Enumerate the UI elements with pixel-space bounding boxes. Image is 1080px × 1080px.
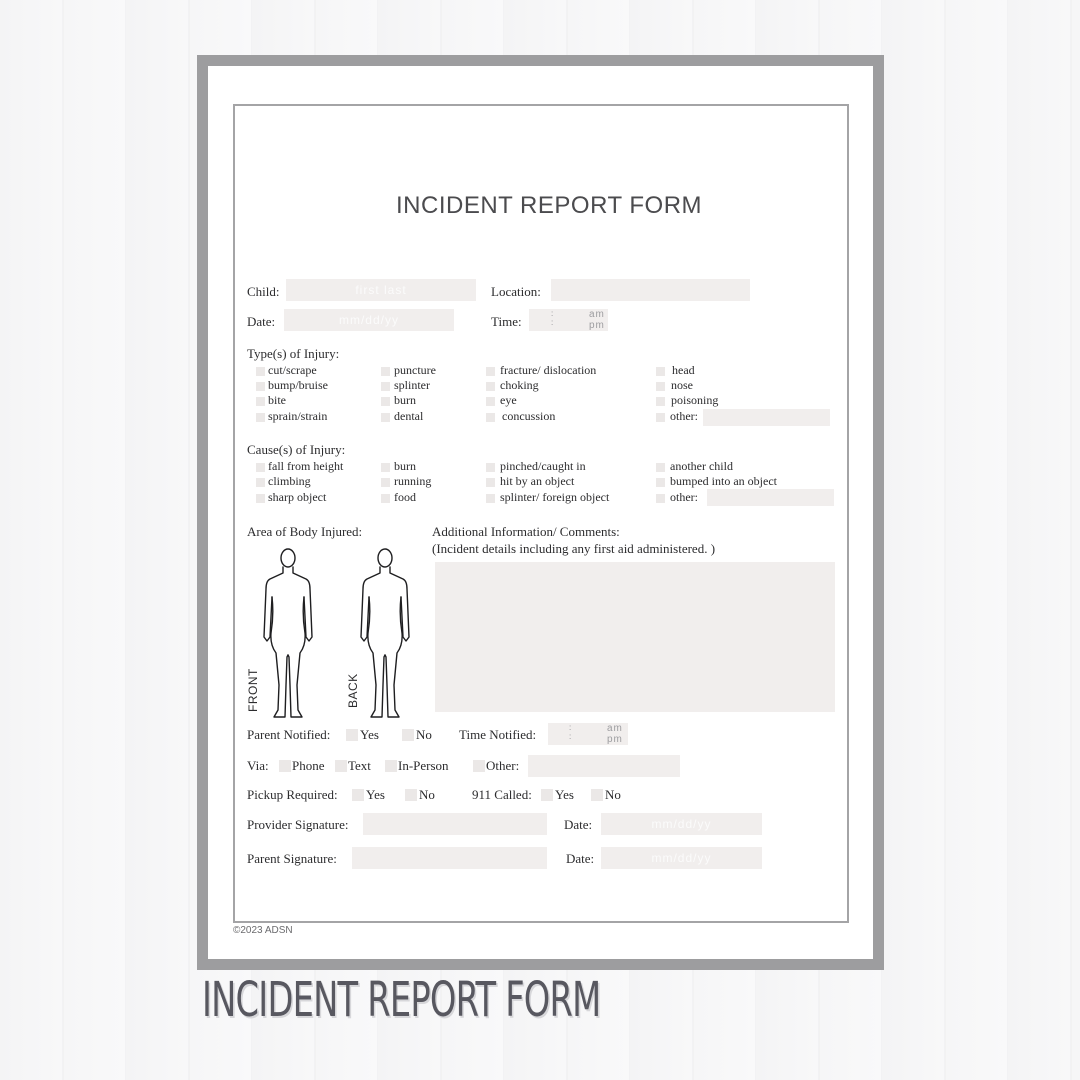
- option-label: concussion: [502, 409, 556, 423]
- option-label: another child: [670, 459, 733, 473]
- location-input[interactable]: [551, 279, 750, 301]
- child-input[interactable]: first last: [286, 279, 476, 301]
- date-input[interactable]: mm/dd/yy: [284, 309, 454, 331]
- option-label: No: [419, 787, 435, 802]
- checkbox-911-no[interactable]: [591, 789, 603, 801]
- option-label: nose: [671, 378, 693, 392]
- checkbox-puncture[interactable]: [381, 367, 390, 376]
- option-label: hit by an object: [500, 474, 575, 488]
- body-area-label: Area of Body Injured:: [247, 524, 363, 539]
- provider-date-label: Date:: [564, 817, 593, 832]
- body-front-figure[interactable]: [258, 545, 318, 720]
- comments-sublabel: (Incident details including any first aid administered. ): [432, 541, 716, 556]
- via-other-input[interactable]: [528, 755, 680, 777]
- option-label: No: [605, 787, 621, 802]
- option-label: burn: [394, 459, 416, 473]
- time-pm: pm: [589, 320, 605, 331]
- location-label: Location:: [491, 284, 541, 299]
- checkbox-via-in-person[interactable]: [385, 760, 397, 772]
- option-label: sharp object: [268, 490, 327, 504]
- option-label: Yes: [366, 787, 385, 802]
- time-colon: :: [569, 732, 572, 741]
- checkbox-fracture[interactable]: [486, 367, 495, 376]
- copyright-text: ©2023 ADSN: [233, 925, 293, 936]
- checkbox-cut-scrape[interactable]: [256, 367, 265, 376]
- option-label: puncture: [394, 363, 436, 377]
- option-label: running: [394, 474, 432, 488]
- injury-other-input[interactable]: [703, 409, 830, 426]
- front-label: FRONT: [246, 668, 260, 712]
- parent-notified-label: Parent Notified:: [247, 727, 331, 742]
- provider-date-input[interactable]: mm/dd/yy: [601, 813, 762, 835]
- option-label: cut/scrape: [268, 363, 317, 377]
- time-colon: :: [551, 318, 554, 327]
- cause-other-input[interactable]: [707, 489, 834, 506]
- checkbox-notified-yes[interactable]: [346, 729, 358, 741]
- called-911-label: 911 Called:: [472, 787, 532, 802]
- checkbox-notified-no[interactable]: [402, 729, 414, 741]
- via-label: Via:: [247, 758, 269, 773]
- body-back-figure[interactable]: [355, 545, 415, 720]
- option-label: bite: [268, 393, 286, 407]
- checkbox-bite[interactable]: [256, 397, 265, 406]
- checkbox-via-other[interactable]: [473, 760, 485, 772]
- option-label: pinched/caught in: [500, 459, 586, 473]
- checkbox-injury-other[interactable]: [656, 413, 665, 422]
- time-pm: pm: [607, 734, 623, 745]
- checkbox-nose[interactable]: [656, 382, 665, 391]
- option-label: food: [394, 490, 416, 504]
- time-colon: :: [551, 309, 554, 318]
- checkbox-via-phone[interactable]: [279, 760, 291, 772]
- option-label: splinter/ foreign object: [500, 490, 610, 504]
- checkbox-eye[interactable]: [486, 397, 495, 406]
- checkbox-foreign-object[interactable]: [486, 494, 495, 503]
- checkbox-food[interactable]: [381, 494, 390, 503]
- checkbox-burn[interactable]: [381, 397, 390, 406]
- checkbox-running[interactable]: [381, 478, 390, 487]
- checkbox-cause-other[interactable]: [656, 494, 665, 503]
- option-label: sprain/strain: [268, 409, 328, 423]
- checkbox-cause-burn[interactable]: [381, 463, 390, 472]
- option-label: choking: [500, 378, 539, 392]
- option-label: splinter: [394, 378, 430, 392]
- time-colon: :: [569, 723, 572, 732]
- option-label: No: [416, 727, 432, 742]
- checkbox-choking[interactable]: [486, 382, 495, 391]
- option-label: fall from height: [268, 459, 344, 473]
- option-label: other:: [670, 409, 698, 423]
- option-label: bumped into an object: [670, 474, 777, 488]
- checkbox-climbing[interactable]: [256, 478, 265, 487]
- comments-textarea[interactable]: [435, 562, 835, 712]
- checkbox-bumped-into-object[interactable]: [656, 478, 665, 487]
- banner-title: INCIDENT REPORT FORM: [202, 972, 601, 1028]
- option-label: Yes: [360, 727, 379, 742]
- checkbox-pinched[interactable]: [486, 463, 495, 472]
- option-label: fracture/ dislocation: [500, 363, 597, 377]
- time-label: Time:: [491, 314, 522, 329]
- option-label: Phone: [292, 758, 325, 773]
- checkbox-pickup-no[interactable]: [405, 789, 417, 801]
- checkbox-concussion[interactable]: [486, 413, 495, 422]
- option-label: dental: [394, 409, 424, 423]
- checkbox-head[interactable]: [656, 367, 665, 376]
- option-label: bump/bruise: [268, 378, 328, 392]
- provider-signature-label: Provider Signature:: [247, 817, 349, 832]
- checkbox-911-yes[interactable]: [541, 789, 553, 801]
- checkbox-pickup-yes[interactable]: [352, 789, 364, 801]
- parent-signature-label: Parent Signature:: [247, 851, 337, 866]
- option-label: Other:: [486, 758, 520, 773]
- injury-causes-heading: Cause(s) of Injury:: [247, 442, 346, 457]
- option-label: burn: [394, 393, 416, 407]
- comments-label: Additional Information/ Comments:: [432, 524, 620, 539]
- parent-date-input[interactable]: mm/dd/yy: [601, 847, 762, 869]
- parent-signature-input[interactable]: [352, 847, 547, 869]
- time-am: am: [589, 309, 605, 320]
- checkbox-another-child[interactable]: [656, 463, 665, 472]
- time-notified-label: Time Notified:: [459, 727, 537, 742]
- option-label: other:: [670, 490, 698, 504]
- option-label: head: [672, 363, 695, 377]
- checkbox-splinter[interactable]: [381, 382, 390, 391]
- option-label: Yes: [555, 787, 574, 802]
- checkbox-hit-by-object[interactable]: [486, 478, 495, 487]
- checkbox-bump-bruise[interactable]: [256, 382, 265, 391]
- option-label: poisoning: [671, 393, 719, 407]
- checkbox-via-text[interactable]: [335, 760, 347, 772]
- checkbox-sprain-strain[interactable]: [256, 413, 265, 422]
- provider-signature-input[interactable]: [363, 813, 547, 835]
- checkbox-sharp-object[interactable]: [256, 494, 265, 503]
- option-label: eye: [500, 393, 517, 407]
- checkbox-poisoning[interactable]: [656, 397, 665, 406]
- option-label: Text: [348, 758, 371, 773]
- back-label: BACK: [346, 673, 360, 708]
- checkbox-fall-from-height[interactable]: [256, 463, 265, 472]
- parent-date-label: Date:: [566, 851, 595, 866]
- form-title: INCIDENT REPORT FORM: [395, 192, 703, 219]
- injury-types-heading: Type(s) of Injury:: [247, 346, 340, 361]
- option-label: In-Person: [398, 758, 449, 773]
- time-am: am: [607, 723, 623, 734]
- date-label: Date:: [247, 314, 276, 329]
- pickup-label: Pickup Required:: [247, 787, 338, 802]
- checkbox-dental[interactable]: [381, 413, 390, 422]
- child-label: Child:: [247, 284, 280, 299]
- option-label: climbing: [268, 474, 311, 488]
